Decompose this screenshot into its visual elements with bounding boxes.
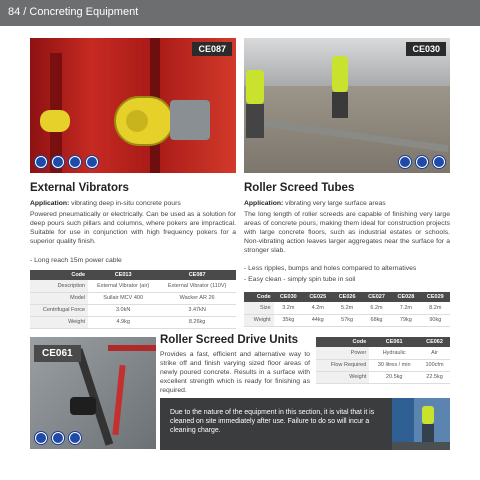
roller-screed-tubes-table: Code CE030 CE025 CE026 CE027 CE028 CE029 Size 3.2m 4.2m 5.2m 6.2m 7.2m 8.2m Weight 35kg 44kg 57kg 68kg 79kg 90kg (244, 292, 450, 327)
roller-screed-tubes-title: Roller Screed Tubes (244, 182, 355, 194)
external-vibrators-body: Powered pneumatically or electrically. Can be used as a solution for deep pours such pillars and columns, where pokers are impractical. Suitable for use in conjunction with high frequency pokers for a superior quality finish. (30, 211, 236, 245)
ear-protection-icon (34, 431, 48, 445)
external-vibrators-table: Code CE013 CE087 Description External Vibrator (air) External Vibrator (110V) Model Sullair MCV 400 Wacker AR 26 Centrifugal Force 3.0kN 3.47kN Weight 4.9kg 8.26kg (30, 270, 236, 329)
page-header-text: 84 / Concreting Equipment (8, 6, 139, 18)
ppe-icons (398, 155, 446, 169)
cleaning-notice: Due to the nature of the equipment in this section, it is vital that it is cleaned on site immediately after use. Failure to do so will incur a cleaning charge. (160, 398, 392, 450)
table-row: Weight 35kg 44kg 57kg 68kg 79kg 90kg (244, 314, 450, 326)
drive-unit-photo (30, 337, 156, 449)
boots-icon (415, 155, 429, 169)
drive-units-title: Roller Screed Drive Units (160, 334, 299, 346)
cleaning-photo (392, 398, 450, 450)
table-row: Model Sullair MCV 400 Wacker AR 26 (30, 292, 236, 304)
roller-screed-tubes-body: The long length of roller screeds are capable of finishing very large areas of concrete pours, making them ideal for construction projects with large concrete floors, such as industrial estates or schools. Non-vibrating action leaves larger aggregates near the surface for a stronger slab. (244, 211, 450, 254)
roller-screed-tubes-application: Application: vibrating very large surface areas (244, 200, 386, 207)
ear-protection-icon (85, 155, 99, 169)
photo-code-tag: CE030 (406, 42, 446, 56)
table-row: Centrifugal Force 3.0kN 3.47kN (30, 304, 236, 316)
boots-icon (51, 155, 65, 169)
page-header (0, 0, 480, 26)
photo-code-tag: CE061 (34, 345, 81, 362)
boots-icon (51, 431, 65, 445)
external-vibrator-photo (30, 38, 236, 173)
roller-screed-tubes-bullet: - Easy clean - simply spin tube in soil (244, 276, 356, 283)
table-row: Weight 20.5kg 22.5kg (316, 371, 450, 383)
gloves-icon (432, 155, 446, 169)
ppe-icons (34, 155, 99, 169)
table-row: Weight 4.9kg 8.26kg (30, 316, 236, 328)
photo-code-tag: CE087 (192, 42, 232, 56)
external-vibrators-bullet: - Long reach 15m power cable (30, 257, 122, 264)
roller-screed-tubes-bullet: - Less ripples, bumps and holes compared to alternatives (244, 265, 417, 272)
ppe-icons (34, 431, 82, 445)
external-vibrators-application: Application: vibrating deep in-situ concrete pours (30, 200, 181, 207)
table-row: Power Hydraulic Air (316, 347, 450, 359)
drive-units-table: Code CE061 CE062 Power Hydraulic Air Flow Required 30 litres / min 100cfm Weight 20.5kg 22.5kg (316, 337, 450, 384)
ear-protection-icon (398, 155, 412, 169)
gloves-icon (68, 155, 82, 169)
ear-protection-icon (34, 155, 48, 169)
table-row: Description External Vibrator (air) External Vibrator (110V) (30, 280, 236, 292)
gloves-icon (68, 431, 82, 445)
table-row: Size 3.2m 4.2m 5.2m 6.2m 7.2m 8.2m (244, 302, 450, 314)
external-vibrators-title: External Vibrators (30, 182, 129, 194)
roller-screed-photo (244, 38, 450, 173)
table-row: Flow Required 30 litres / min 100cfm (316, 359, 450, 371)
drive-units-body: Provides a fast, efficient and alternative way to strike off and finish varying sized floor areas of newly poured concrete. Results in a surface with excellent strength which is ready for finishing as required. (160, 351, 310, 394)
